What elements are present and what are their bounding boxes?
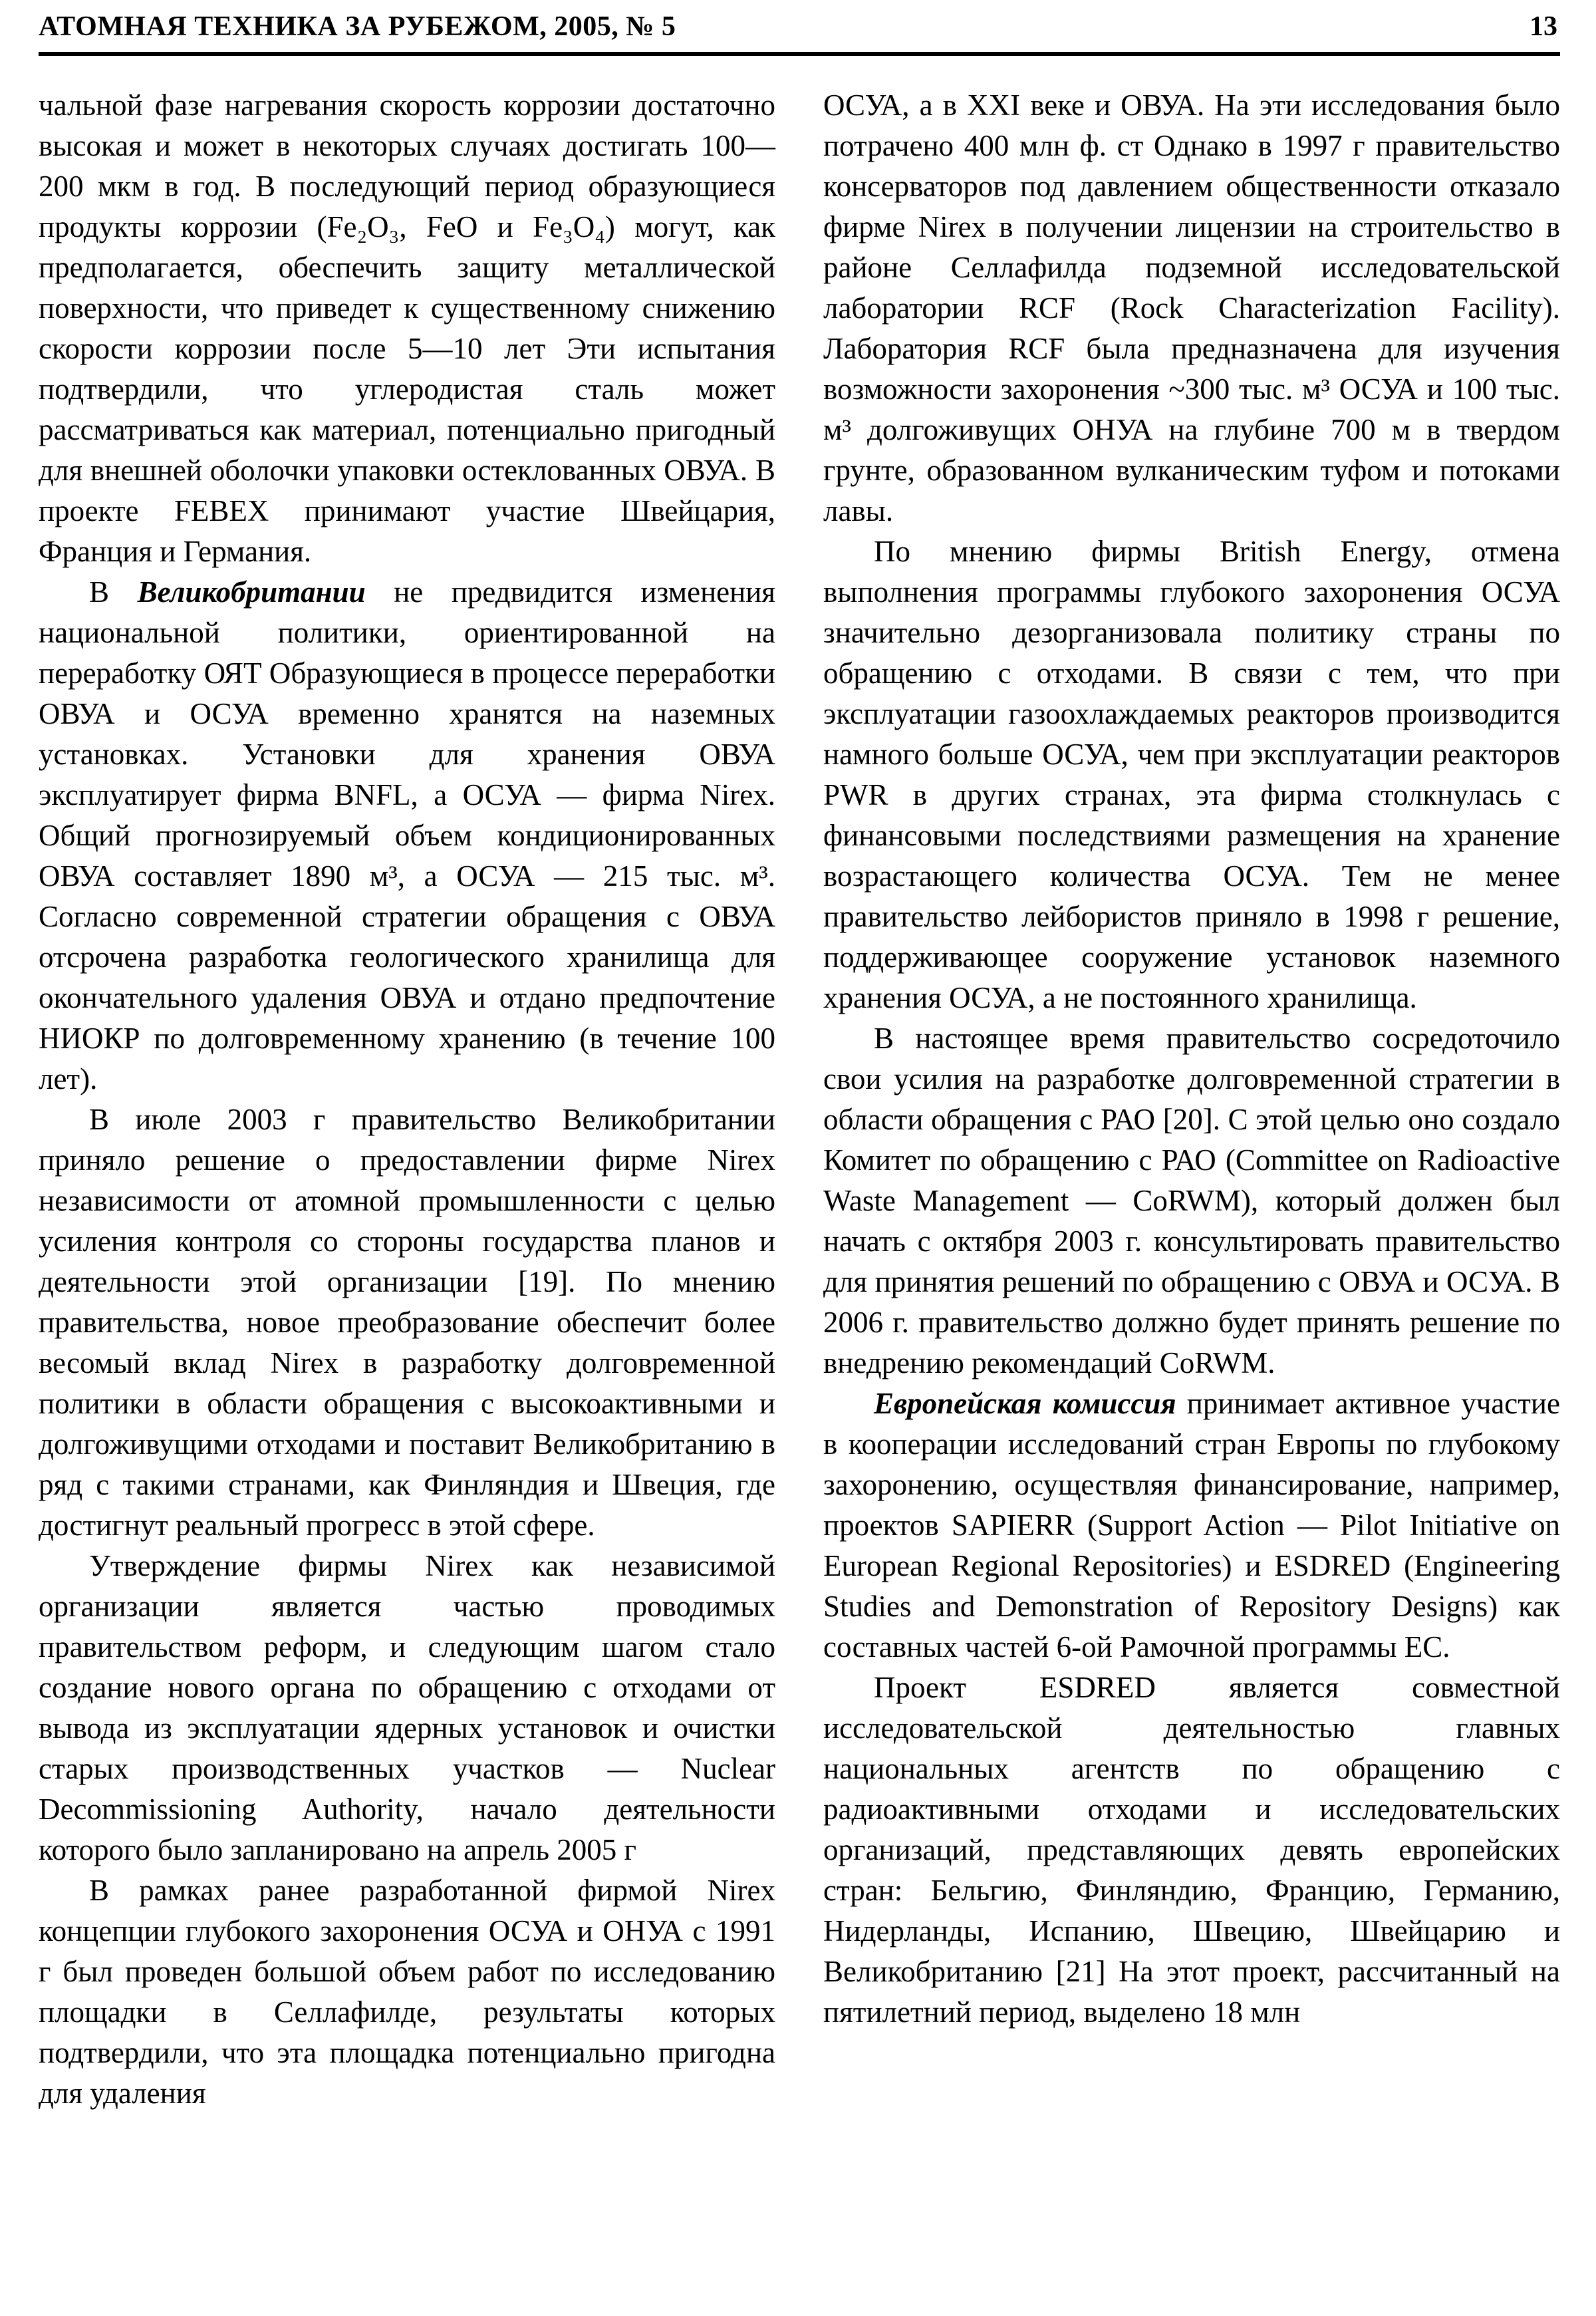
paragraph-text: В — [89, 575, 138, 609]
paragraph-right-3: В настоящее время правительство сосредоточило свои усилия на разработке долговременной стратегии в области обращения с РАО [20]. С этой целью оно создало Комитет по обращению с РАО (Committee on Radioactive Waste Management — CoRWM), который должен был начать с октября 2003 г. консультировать правительство для принятия решений по обращению с ОВУА и ОСУА. В 2006 г. правительство должно будет принять решение по внедрению рекомендаций CoRWM. — [823, 1022, 1560, 1380]
paragraph-left-3: В июле 2003 г правительство Великобритании приняло решение о предоставлении фирме Nirex независимости от атомной промышленности с целью усиления контроля со стороны государства планов и деятельности этой организации [19]. По мнению правительства, новое преобразование обеспечит более весомый вклад Nirex в разработку долговременной политики в области обращения с высокоактивными и долгоживущими отходами и поставит Великобританию в ряд с такими странами, как Финляндия и Швеция, где достигнут реальный прогресс в этой сфере. — [39, 1103, 775, 1542]
paragraph-emphasis: Европейская комиссия — [874, 1387, 1176, 1421]
paragraph-right-5: Проект ESDRED является совместной исследовательской деятельностью главных национальных агентств по обращению с радиоактивными отходами и исследовательских организаций, представляющих девять европейских стран: Бельгию, Финляндию, Францию, Германию, Нидерланды, Испанию, Швецию, Швейцарию и Великобританию [21] На этот проект, рассчитанный на пятилетний период, выделено 18 млн — [823, 1671, 1560, 2029]
paragraph-emphasis: Великобритании — [137, 575, 366, 609]
article-body — [39, 85, 1560, 2114]
paragraph-right-2: По мнению фирмы British Energy, отмена выполнения программы глубокого захоронения ОСУА значительно дезорганизовала политику страны по обращению с отходами. В связи с тем, что при эксплуатации газоохлаждаемых реакторов производится намного больше ОСУА, чем при эксплуатации реакторов PWR в других странах, эта фирма столкнулась с финансовыми последствиями размещения на хранение возрастающего количества ОСУА. Тем не менее правительство лейбористов приняло в 1998 г решение, поддерживающее сооружение установок наземного хранения ОСУА, а не постоянного хранилища. — [823, 535, 1560, 1015]
page-header — [39, 11, 1560, 43]
left-column — [39, 85, 775, 2114]
journal-title: АТОМНАЯ ТЕХНИКА ЗА РУБЕЖОМ, 2005, № 5 — [39, 11, 676, 42]
paragraph-right-1: ОСУА, а в XXI веке и ОВУА. На эти исследования было потрачено 400 млн ф. ст Однако в 1997 г правительство консерваторов под давлением общественности отказало фирме Nirex в получении лицензии на строительство в районе Селлафилда подземной исследовательской лаборатории RCF (Rock Characterization Facility). Лаборатория RCF была предназначена для изучения возможности захоронения ~300 тыс. м³ ОСУА и 100 тыс. м³ долгоживущих ОНУА на глубине 700 м в твердом грунте, образованном вулканическим туфом и потоками лавы. — [823, 88, 1560, 528]
paragraph-text: не предвидится изменения национальной политики, ориентированной на переработку ОЯТ Образующиеся в процессе переработки ОВУА и ОСУА временно хранятся на наземных установках. Установки для хранения ОВУА эксплуатирует фирма BNFL, а ОСУА — фирма Nirex. Общий прогнозируемый объем кондиционированных ОВУА составляет 1890 м³, а ОСУА — 215 тыс. м³. Согласно современной стратегии обращения с ОВУА отсрочена разработка геологического хранилища для окончательного удаления ОВУА и отдано предпочтение НИОКР по долговременному хранению (в течение 100 лет). — [39, 575, 775, 1096]
paragraph-left-4: Утверждение фирмы Nirex как независимой организации является частью проводимых правительством реформ, и следующим шагом стало создание нового органа по обращению с отходами от вывода из эксплуатации ядерных установок и очистки старых производственных участков — Nuclear Decommissioning Authority, начало деятельности которого было запланировано на апрель 2005 г — [39, 1549, 775, 1867]
paragraph-text: принимает активное участие в кооперации исследований стран Европы по глубокому захоронению, осуществляя финансирование, например, проектов SAPIERR (Support Action — Pilot Initiative on European Regional Repositories) и ESDRED (Engineering Studies and Demonstration of Repository Designs) как составных частей 6-ой Рамочной программы ЕС. — [823, 1387, 1560, 1664]
paragraph-left-2 — [39, 572, 775, 1099]
right-column — [823, 85, 1560, 2114]
paragraph-left-1: чальной фазе нагревания скорость коррозии достаточно высокая и может в некоторых случаях достигать 100—200 мкм в год. В последующий период образующиеся продукты коррозии (Fe₂O₃, FeO и Fe₃O₄) могут, как предполагается, обеспечить защиту металлической поверхности, что приведет к существенному снижению скорости коррозии после 5—10 лет Эти испытания подтвердили, что углеродистая сталь может рассматриваться как материал, потенциально пригодный для внешней оболочки упаковки остеклованных ОВУА. В проекте FEBEX принимают участие Швейцария, Франция и Германия. — [39, 88, 775, 569]
paragraph-left-5: В рамках ранее разработанной фирмой Nirex концепции глубокого захоронения ОСУА и ОНУА с 1991 г был проведен большой объем работ по исследованию площадки в Селлафилде, результаты которых подтвердили, что эта площадка потенциально пригодна для удаления — [39, 1874, 775, 2110]
page-number: 13 — [1530, 11, 1557, 42]
paragraph-right-4 — [823, 1383, 1560, 1667]
header-divider — [39, 52, 1560, 56]
